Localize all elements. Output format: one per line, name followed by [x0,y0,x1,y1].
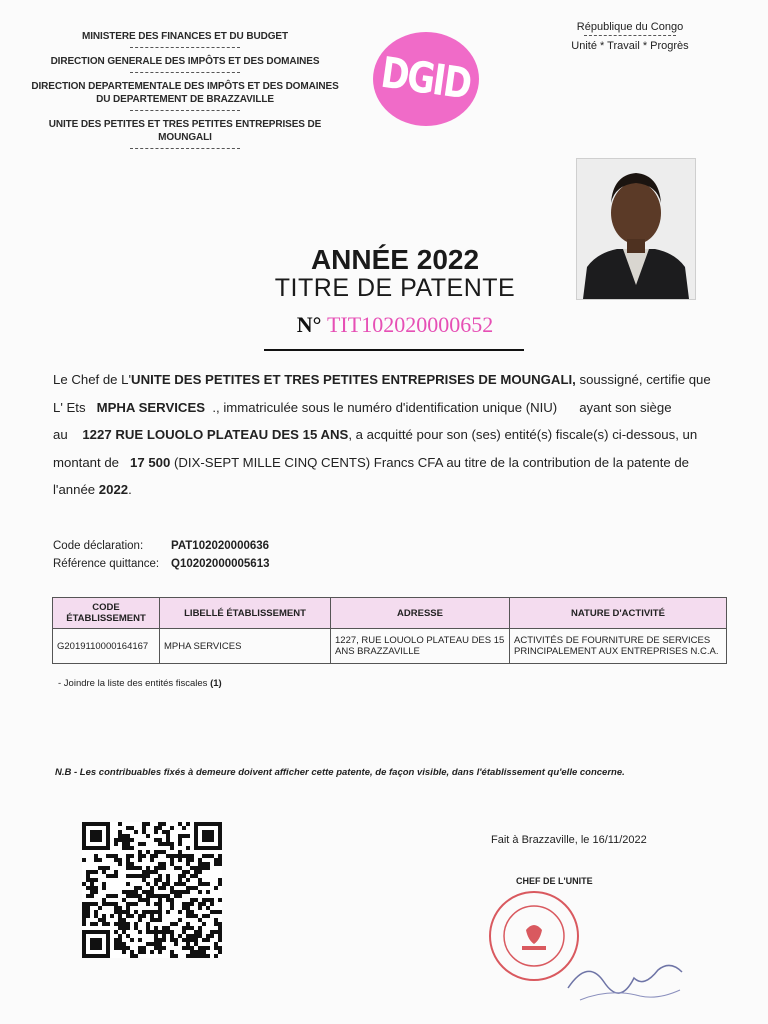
text-fragment: au [53,427,68,442]
year-value: 2022 [98,482,129,497]
company-name: MPHA SERVICES [96,399,206,415]
text-fragment: . [128,482,132,497]
text-fragment: montant de [53,454,119,470]
logo-text: DGID [378,48,474,110]
table-row [53,629,727,664]
company-address: 1227 RUE LOUOLO PLATEAU DES 15 ANS [82,427,349,442]
certification-paragraph [53,366,723,504]
dgid-logo [373,32,479,126]
cell-label: MPHA SERVICES [160,629,331,664]
cell-address: 1227, RUE LOUOLO PLATEAU DES 15 ANS BRAZZAVILLE [331,629,510,664]
unit-line: UNITE DES PETITES ET TRES PETITES ENTREPRISES DE MOUNGALI [48,119,322,143]
cell-code: G2019110000164167 [53,629,160,664]
text-fragment: ayant son siège [579,399,672,415]
text-fragment: ., immatriculée sous le numéro d'identification unique (NIU) [212,399,558,415]
divider [130,72,240,74]
signatory-title: CHEF DE L'UNITE [516,876,593,886]
divider [130,148,240,150]
document-year: ANNÉE 2022 [310,244,480,275]
department-line: DIRECTION DEPARTEMENTALE DES IMPÔTS ET DES DOMAINES DU DEPARTEMENT DE BRAZZAVILLE [31,81,339,105]
text-fragment: , a acquitté pour son (ses) entité(s) fiscale(s) ci-dessous, un [348,427,698,442]
establishments-table [52,597,727,664]
country-name: République du Congo [576,21,684,33]
col-header-activity: NATURE D'ACTIVITÉ [510,598,727,629]
unit-name: UNITE DES PETITES ET TRES PETITES ENTREPRISES DE [131,372,497,387]
numero-value: TIT102020000652 [326,312,494,337]
table-header-row [53,598,727,629]
national-motto: Unité * Travail * Progrès [571,40,689,52]
directorate-line: DIRECTION GENERALE DES IMPÔTS ET DES DOMAINES [50,56,320,67]
qr-code-icon [82,822,222,958]
ministry-line: MINISTERE DES FINANCES ET DU BUDGET [82,31,288,42]
text-fragment: Le Chef de L' [53,372,132,387]
document-number [250,312,540,338]
receipt-ref-value: Q10202000005613 [171,558,270,570]
col-header-code: CODE ÉTABLISSEMENT [53,598,160,629]
text-fragment: (DIX-SEPT MILLE CINQ CENTS) Francs CFA au titre de la contribution de la patente de [174,454,690,470]
cell-activity: ACTIVITÉS DE FOURNITURE DE SERVICES PRINCIPALEMENT AUX ENTREPRISES N.C.A. [510,629,727,664]
title-underline [264,349,524,351]
unit-name-2: MOUNGALI, [500,372,576,387]
divider [130,47,240,49]
col-header-address: ADRESSE [331,598,510,629]
declaration-code-value: PAT102020000636 [171,540,270,552]
receipt-ref-row [53,555,270,573]
attachment-note [58,678,222,689]
numero-prefix: N° [296,312,322,337]
place-date: Fait à Brazzaville, le 16/11/2022 [491,834,647,846]
handwritten-signature-icon [560,948,690,1008]
republic-header [560,20,700,53]
amount: 17 500 [129,454,171,470]
attachment-count: (1) [210,678,222,689]
issuing-authority-header [30,30,340,156]
attachment-note-text: - Joindre la liste des entités fiscales [58,678,208,689]
declaration-code-label: Code déclaration: [53,540,144,552]
text-fragment: l'année [53,482,96,497]
text-fragment: soussigné, certifie que [575,372,711,387]
divider [584,35,676,36]
col-header-label: LIBELLÉ ÉTABLISSEMENT [160,598,331,629]
text-fragment: L' Ets [53,399,86,415]
display-notice: N.B - Les contribuables fixés à demeure doivent afficher cette patente, de façon visible, dans l'établissement qu'elle concerne. [55,767,625,778]
person-photo-icon [577,159,695,299]
receipt-ref-label: Référence quittance: [53,558,160,570]
document-title: TITRE DE PATENTE [274,274,516,302]
holder-photo [576,158,696,300]
declaration-code-row [53,537,270,555]
divider [130,110,240,112]
reference-codes [53,537,270,573]
